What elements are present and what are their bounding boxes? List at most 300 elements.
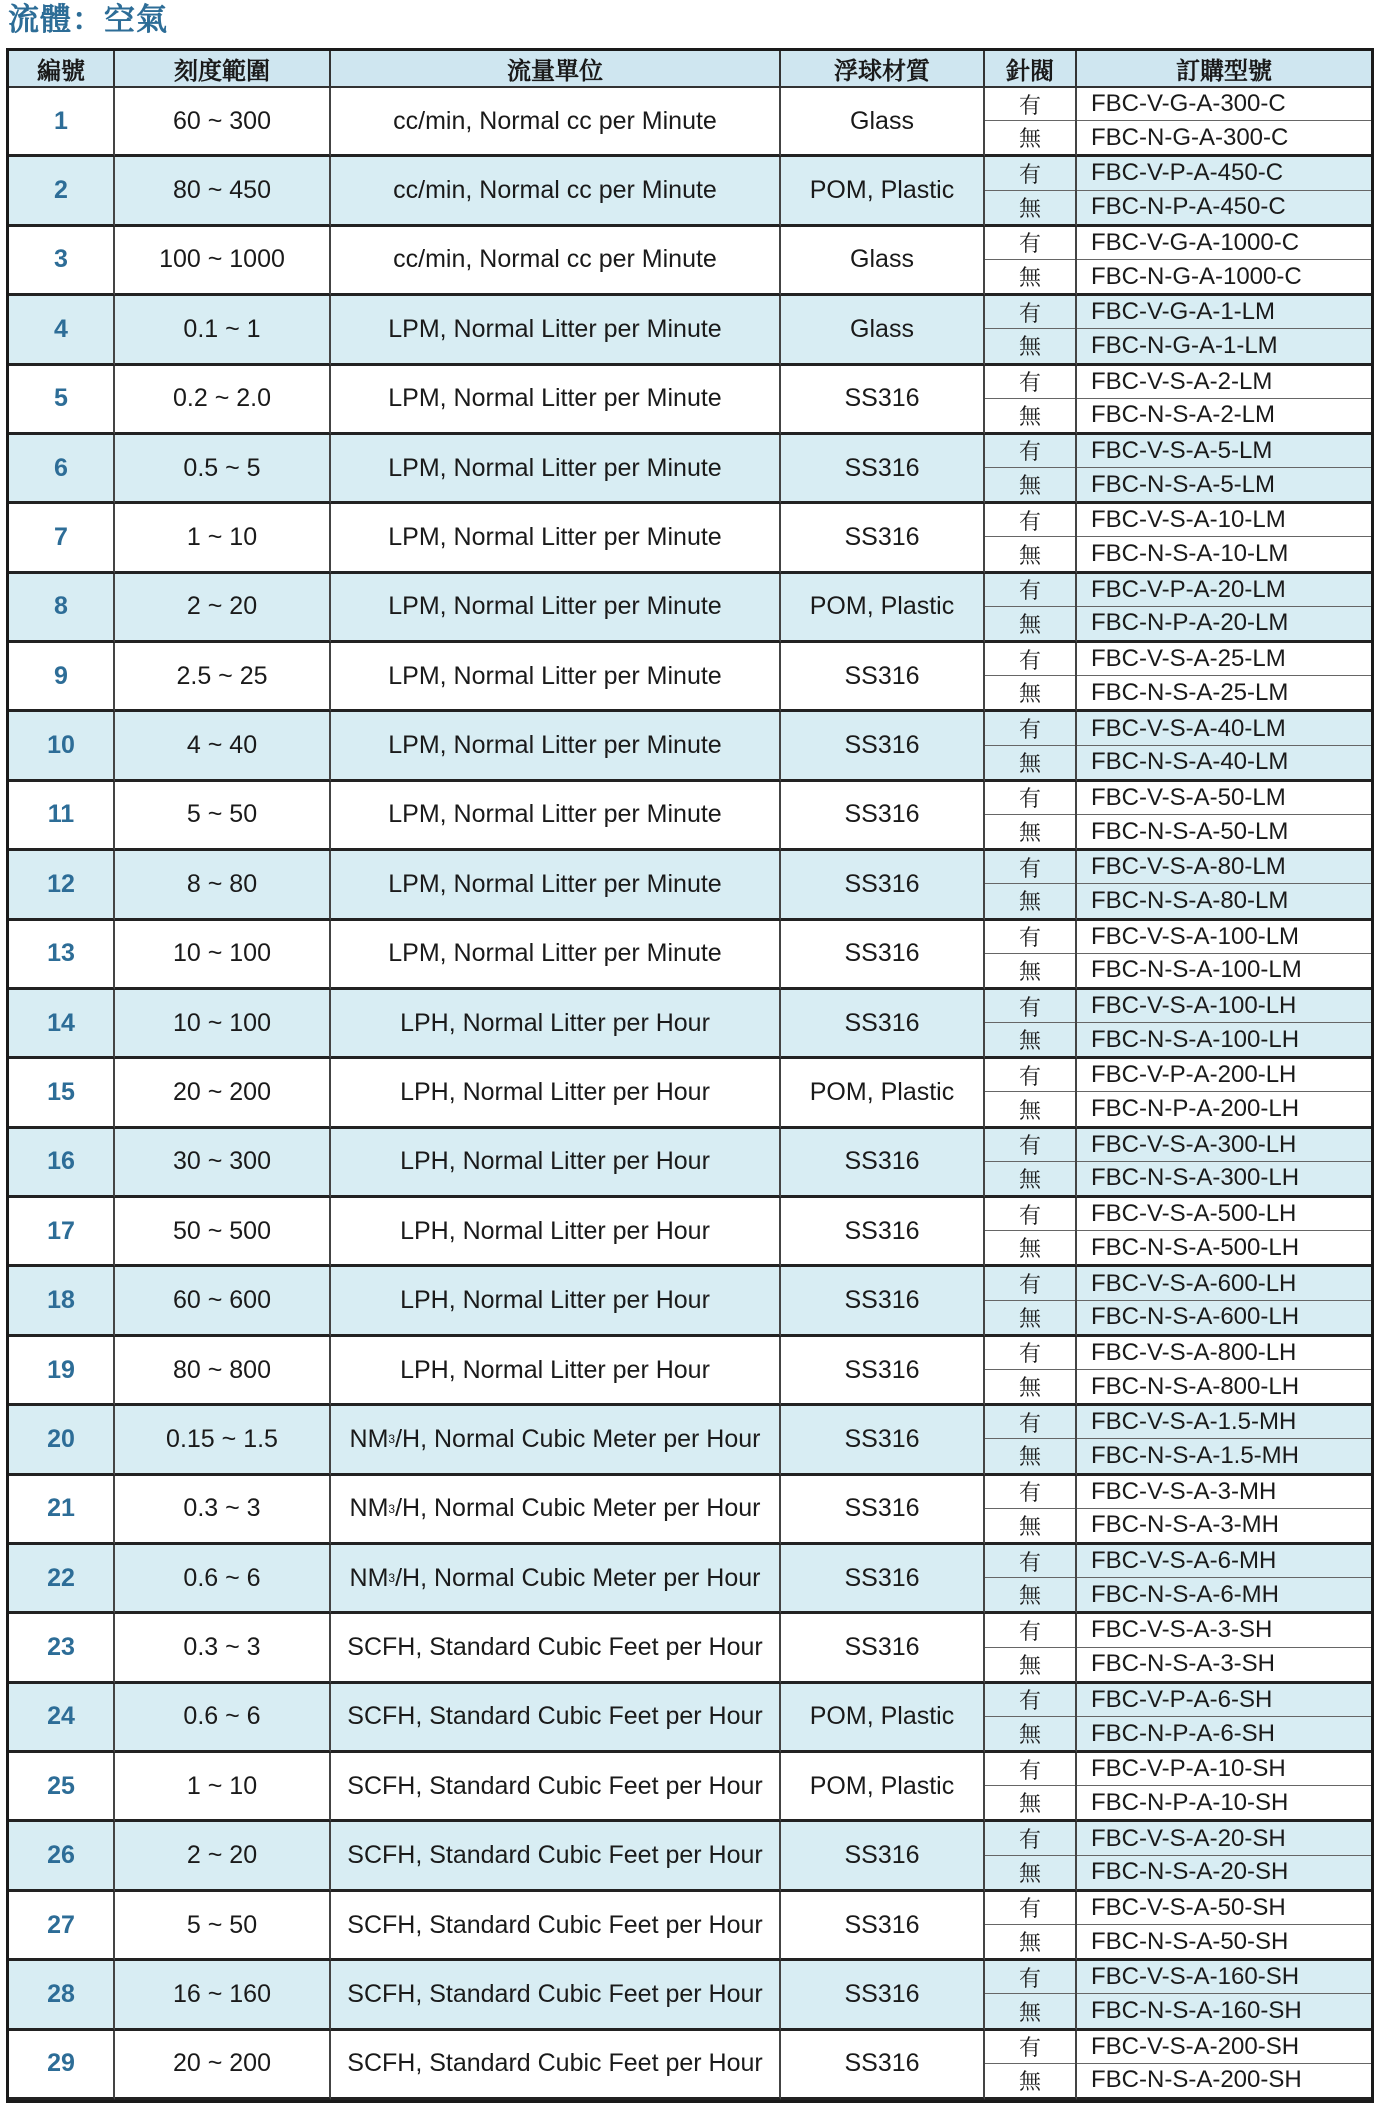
valve-yes: 有 — [985, 1267, 1075, 1300]
needle-valve-cell — [985, 227, 1077, 296]
order-model-cell — [1077, 1198, 1371, 1267]
order-model-cell — [1077, 435, 1371, 504]
needle-valve-cell — [985, 1892, 1077, 1961]
order-model-cell — [1077, 851, 1371, 920]
valve-yes: 有 — [985, 990, 1075, 1023]
needle-valve-cell — [985, 1476, 1077, 1545]
flow-unit-suffix: /H, Normal Cubic Meter per Hour — [395, 1494, 761, 1523]
needle-valve-cell — [985, 1614, 1077, 1683]
row-number: 7 — [9, 504, 115, 573]
model-with-valve: FBC-V-S-A-25-LM — [1077, 643, 1371, 676]
flow-unit-prefix: NM — [349, 1494, 389, 1523]
float-material: SS316 — [781, 1476, 985, 1545]
needle-valve-cell — [985, 1198, 1077, 1267]
row-number: 9 — [9, 643, 115, 712]
model-without-valve: FBC-N-S-A-200-SH — [1091, 2066, 1302, 2094]
flow-unit: cc/min, Normal cc per Minute — [331, 88, 781, 157]
model-with-valve: FBC-V-G-A-300-C — [1077, 88, 1371, 121]
flow-unit: SCFH, Standard Cubic Feet per Hour — [331, 1892, 781, 1961]
flow-unit: LPH, Normal Litter per Hour — [331, 1059, 781, 1128]
model-with-valve: FBC-V-S-A-40-LM — [1077, 712, 1371, 745]
page-title: 流體：空氣 — [8, 2, 168, 38]
row-number: 10 — [9, 712, 115, 781]
order-model-cell — [1077, 227, 1371, 296]
flow-unit: NM 3 /H, Normal Cubic Meter per Hour — [331, 1406, 781, 1475]
needle-valve-cell — [985, 88, 1077, 157]
model-without-valve: FBC-N-S-A-50-LM — [1091, 817, 1289, 845]
valve-no: 無 — [1018, 127, 1041, 153]
flow-unit: SCFH, Standard Cubic Feet per Hour — [331, 2031, 781, 2100]
model-without-valve: FBC-N-S-A-6-MH — [1091, 1580, 1279, 1608]
model-without-valve: FBC-N-S-A-10-LM — [1091, 540, 1289, 568]
valve-no: 無 — [1018, 1584, 1041, 1610]
order-model-cell — [1077, 296, 1371, 365]
order-model-cell — [1077, 1476, 1371, 1545]
row-number: 29 — [9, 2031, 115, 2100]
float-material: POM, Plastic — [781, 157, 985, 226]
order-model-cell — [1077, 504, 1371, 573]
row-number: 21 — [9, 1476, 115, 1545]
float-material: SS316 — [781, 1129, 985, 1198]
flow-unit: SCFH, Standard Cubic Feet per Hour — [331, 1961, 781, 2030]
scale-range: 2.5 ~ 25 — [115, 643, 331, 712]
float-material: Glass — [781, 227, 985, 296]
model-with-valve: FBC-V-P-A-6-SH — [1077, 1684, 1371, 1717]
row-number: 14 — [9, 990, 115, 1059]
order-model-cell — [1077, 574, 1371, 643]
needle-valve-cell — [985, 921, 1077, 990]
model-without-valve: FBC-N-S-A-800-LH — [1091, 1372, 1300, 1400]
float-material: SS316 — [781, 1892, 985, 1961]
model-with-valve: FBC-V-S-A-10-LM — [1077, 504, 1371, 537]
valve-yes: 有 — [985, 1753, 1075, 1786]
order-model-cell — [1077, 990, 1371, 1059]
valve-yes: 有 — [985, 296, 1075, 329]
row-number: 1 — [9, 88, 115, 157]
float-material: SS316 — [781, 1337, 985, 1406]
valve-yes: 有 — [985, 1476, 1075, 1509]
scale-range: 0.2 ~ 2.0 — [115, 366, 331, 435]
float-material: SS316 — [781, 2031, 985, 2100]
order-model-cell — [1077, 1545, 1371, 1614]
valve-yes: 有 — [985, 366, 1075, 399]
model-without-valve: FBC-N-P-A-6-SH — [1091, 1719, 1275, 1747]
model-without-valve: FBC-N-P-A-200-LH — [1091, 1095, 1300, 1123]
scale-range: 4 ~ 40 — [115, 712, 331, 781]
float-material: SS316 — [781, 1406, 985, 1475]
flow-unit: SCFH, Standard Cubic Feet per Hour — [331, 1684, 781, 1753]
needle-valve-cell — [985, 643, 1077, 712]
needle-valve-cell — [985, 1337, 1077, 1406]
row-number: 19 — [9, 1337, 115, 1406]
row-number: 24 — [9, 1684, 115, 1753]
needle-valve-cell — [985, 990, 1077, 1059]
valve-no: 無 — [1018, 821, 1041, 847]
spec-table — [6, 48, 1374, 2103]
model-with-valve: FBC-V-G-A-1-LM — [1077, 296, 1371, 329]
row-number: 20 — [9, 1406, 115, 1475]
scale-range: 0.1 ~ 1 — [115, 296, 331, 365]
valve-no: 無 — [1018, 474, 1041, 500]
model-without-valve: FBC-N-P-A-450-C — [1091, 193, 1286, 221]
flow-unit: cc/min, Normal cc per Minute — [331, 227, 781, 296]
float-material: Glass — [781, 88, 985, 157]
valve-no: 無 — [1018, 751, 1041, 777]
flow-unit: SCFH, Standard Cubic Feet per Hour — [331, 1753, 781, 1822]
valve-no: 無 — [1018, 1861, 1041, 1887]
float-material: POM, Plastic — [781, 1753, 985, 1822]
valve-yes: 有 — [985, 1892, 1075, 1925]
valve-yes: 有 — [985, 435, 1075, 468]
flow-unit: LPM, Normal Litter per Minute — [331, 574, 781, 643]
valve-yes: 有 — [985, 1614, 1075, 1647]
valve-yes: 有 — [985, 504, 1075, 537]
flow-unit: LPH, Normal Litter per Hour — [331, 1267, 781, 1336]
scale-range: 0.3 ~ 3 — [115, 1614, 331, 1683]
scale-range: 10 ~ 100 — [115, 921, 331, 990]
row-number: 12 — [9, 851, 115, 920]
model-with-valve: FBC-V-P-A-20-LM — [1077, 574, 1371, 607]
float-material: SS316 — [781, 921, 985, 990]
scale-range: 60 ~ 300 — [115, 88, 331, 157]
valve-no: 無 — [1018, 196, 1041, 222]
float-material: SS316 — [781, 1614, 985, 1683]
model-with-valve: FBC-V-S-A-3-MH — [1077, 1476, 1371, 1509]
needle-valve-cell — [985, 1059, 1077, 1128]
flow-unit: LPM, Normal Litter per Minute — [331, 782, 781, 851]
header-range: 刻度範圍 — [115, 51, 331, 88]
scale-range: 30 ~ 300 — [115, 1129, 331, 1198]
model-without-valve: FBC-N-G-A-1-LM — [1091, 331, 1278, 359]
valve-yes: 有 — [985, 574, 1075, 607]
flow-unit: LPM, Normal Litter per Minute — [331, 712, 781, 781]
flow-unit: cc/min, Normal cc per Minute — [331, 157, 781, 226]
model-with-valve: FBC-V-S-A-500-LH — [1077, 1198, 1371, 1231]
flow-unit: NM 3 /H, Normal Cubic Meter per Hour — [331, 1476, 781, 1545]
order-model-cell — [1077, 921, 1371, 990]
model-without-valve: FBC-N-S-A-1.5-MH — [1091, 1441, 1299, 1469]
row-number: 3 — [9, 227, 115, 296]
model-with-valve: FBC-V-S-A-600-LH — [1077, 1267, 1371, 1300]
order-model-cell — [1077, 1129, 1371, 1198]
model-without-valve: FBC-N-S-A-100-LM — [1091, 956, 1302, 984]
needle-valve-cell — [985, 157, 1077, 226]
needle-valve-cell — [985, 712, 1077, 781]
row-number: 11 — [9, 782, 115, 851]
valve-yes: 有 — [985, 1337, 1075, 1370]
float-material: SS316 — [781, 1267, 985, 1336]
row-number: 17 — [9, 1198, 115, 1267]
flow-unit-suffix: /H, Normal Cubic Meter per Hour — [395, 1563, 761, 1592]
model-with-valve: FBC-V-S-A-1.5-MH — [1077, 1406, 1371, 1439]
float-material: SS316 — [781, 1961, 985, 2030]
scale-range: 1 ~ 10 — [115, 1753, 331, 1822]
model-without-valve: FBC-N-S-A-3-SH — [1091, 1650, 1275, 1678]
model-without-valve: FBC-N-S-A-50-SH — [1091, 1927, 1289, 1955]
row-number: 22 — [9, 1545, 115, 1614]
valve-no: 無 — [1018, 335, 1041, 361]
scale-range: 5 ~ 50 — [115, 1892, 331, 1961]
model-with-valve: FBC-V-G-A-1000-C — [1077, 227, 1371, 260]
row-number: 27 — [9, 1892, 115, 1961]
model-with-valve: FBC-V-S-A-100-LM — [1077, 921, 1371, 954]
row-number: 2 — [9, 157, 115, 226]
model-with-valve: FBC-V-S-A-200-SH — [1077, 2031, 1371, 2064]
scale-range: 5 ~ 50 — [115, 782, 331, 851]
float-material: POM, Plastic — [781, 574, 985, 643]
order-model-cell — [1077, 1684, 1371, 1753]
header-model: 訂購型號 — [1077, 51, 1371, 88]
order-model-cell — [1077, 1961, 1371, 2030]
needle-valve-cell — [985, 574, 1077, 643]
row-number: 26 — [9, 1822, 115, 1891]
flow-unit: LPM, Normal Litter per Minute — [331, 296, 781, 365]
scale-range: 20 ~ 200 — [115, 2031, 331, 2100]
valve-no: 無 — [1018, 1931, 1041, 1957]
order-model-cell — [1077, 2031, 1371, 2100]
scale-range: 80 ~ 800 — [115, 1337, 331, 1406]
needle-valve-cell — [985, 1545, 1077, 1614]
model-with-valve: FBC-V-P-A-450-C — [1077, 157, 1371, 190]
valve-yes: 有 — [985, 1059, 1075, 1092]
valve-no: 無 — [1018, 1237, 1041, 1263]
order-model-cell — [1077, 1822, 1371, 1891]
row-number: 25 — [9, 1753, 115, 1822]
order-model-cell — [1077, 712, 1371, 781]
order-model-cell — [1077, 782, 1371, 851]
order-model-cell — [1077, 157, 1371, 226]
float-material: SS316 — [781, 990, 985, 1059]
scale-range: 0.3 ~ 3 — [115, 1476, 331, 1545]
flow-unit-suffix: /H, Normal Cubic Meter per Hour — [395, 1424, 761, 1453]
scale-range: 10 ~ 100 — [115, 990, 331, 1059]
float-material: SS316 — [781, 435, 985, 504]
valve-no: 無 — [1018, 1653, 1041, 1679]
valve-no: 無 — [1018, 1376, 1041, 1402]
order-model-cell — [1077, 1267, 1371, 1336]
scale-range: 100 ~ 1000 — [115, 227, 331, 296]
valve-yes: 有 — [985, 921, 1075, 954]
valve-yes: 有 — [985, 712, 1075, 745]
order-model-cell — [1077, 366, 1371, 435]
model-with-valve: FBC-V-S-A-160-SH — [1077, 1961, 1371, 1994]
model-without-valve: FBC-N-S-A-20-SH — [1091, 1858, 1289, 1886]
scale-range: 0.5 ~ 5 — [115, 435, 331, 504]
order-model-cell — [1077, 1892, 1371, 1961]
order-model-cell — [1077, 88, 1371, 157]
float-material: SS316 — [781, 1198, 985, 1267]
flow-unit: LPH, Normal Litter per Hour — [331, 990, 781, 1059]
row-number: 8 — [9, 574, 115, 643]
float-material: SS316 — [781, 1545, 985, 1614]
valve-no: 無 — [1018, 682, 1041, 708]
model-without-valve: FBC-N-S-A-600-LH — [1091, 1303, 1300, 1331]
needle-valve-cell — [985, 782, 1077, 851]
needle-valve-cell — [985, 1684, 1077, 1753]
row-number: 4 — [9, 296, 115, 365]
row-number: 13 — [9, 921, 115, 990]
flow-unit: LPM, Normal Litter per Minute — [331, 504, 781, 573]
valve-yes: 有 — [985, 1129, 1075, 1162]
model-with-valve: FBC-V-S-A-50-LM — [1077, 782, 1371, 815]
float-material: SS316 — [781, 643, 985, 712]
valve-no: 無 — [1018, 543, 1041, 569]
scale-range: 20 ~ 200 — [115, 1059, 331, 1128]
model-with-valve: FBC-V-S-A-6-MH — [1077, 1545, 1371, 1578]
order-model-cell — [1077, 643, 1371, 712]
model-with-valve: FBC-V-S-A-3-SH — [1077, 1614, 1371, 1647]
row-number: 5 — [9, 366, 115, 435]
valve-no: 無 — [1018, 1792, 1041, 1818]
flow-unit: LPH, Normal Litter per Hour — [331, 1198, 781, 1267]
scale-range: 80 ~ 450 — [115, 157, 331, 226]
needle-valve-cell — [985, 1406, 1077, 1475]
needle-valve-cell — [985, 851, 1077, 920]
needle-valve-cell — [985, 1961, 1077, 2030]
model-with-valve: FBC-V-P-A-10-SH — [1077, 1753, 1371, 1786]
row-number: 15 — [9, 1059, 115, 1128]
valve-yes: 有 — [985, 227, 1075, 260]
model-without-valve: FBC-N-S-A-80-LM — [1091, 886, 1289, 914]
float-material: SS316 — [781, 712, 985, 781]
flow-unit: LPM, Normal Litter per Minute — [331, 366, 781, 435]
valve-yes: 有 — [985, 1545, 1075, 1578]
row-number: 18 — [9, 1267, 115, 1336]
flow-unit: LPH, Normal Litter per Hour — [331, 1129, 781, 1198]
valve-yes: 有 — [985, 88, 1075, 121]
scale-range: 1 ~ 10 — [115, 504, 331, 573]
valve-no: 無 — [1018, 959, 1041, 985]
model-with-valve: FBC-V-S-A-50-SH — [1077, 1892, 1371, 1925]
valve-yes: 有 — [985, 1961, 1075, 1994]
scale-range: 0.6 ~ 6 — [115, 1684, 331, 1753]
model-with-valve: FBC-V-S-A-300-LH — [1077, 1129, 1371, 1162]
valve-no: 無 — [1018, 404, 1041, 430]
needle-valve-cell — [985, 1267, 1077, 1336]
valve-no: 無 — [1018, 1098, 1041, 1124]
row-number: 16 — [9, 1129, 115, 1198]
float-material: POM, Plastic — [781, 1059, 985, 1128]
model-with-valve: FBC-V-S-A-2-LM — [1077, 366, 1371, 399]
scale-range: 8 ~ 80 — [115, 851, 331, 920]
needle-valve-cell — [985, 2031, 1077, 2100]
model-with-valve: FBC-V-S-A-5-LM — [1077, 435, 1371, 468]
header-id: 編號 — [9, 51, 115, 88]
model-without-valve: FBC-N-G-A-300-C — [1091, 123, 1289, 151]
valve-no: 無 — [1018, 1445, 1041, 1471]
valve-no: 無 — [1018, 1723, 1041, 1748]
valve-no: 無 — [1018, 612, 1041, 638]
valve-yes: 有 — [985, 643, 1075, 676]
needle-valve-cell — [985, 435, 1077, 504]
float-material: SS316 — [781, 851, 985, 920]
valve-yes: 有 — [985, 157, 1075, 190]
model-without-valve: FBC-N-S-A-40-LM — [1091, 748, 1289, 776]
model-without-valve: FBC-N-P-A-10-SH — [1091, 1788, 1289, 1816]
flow-unit: LPM, Normal Litter per Minute — [331, 851, 781, 920]
valve-yes: 有 — [985, 1822, 1075, 1855]
valve-yes: 有 — [985, 782, 1075, 815]
scale-range: 2 ~ 20 — [115, 1822, 331, 1891]
row-number: 6 — [9, 435, 115, 504]
float-material: SS316 — [781, 366, 985, 435]
model-without-valve: FBC-N-S-A-100-LH — [1091, 1025, 1300, 1053]
scale-range: 2 ~ 20 — [115, 574, 331, 643]
valve-no: 無 — [1018, 1514, 1041, 1540]
model-without-valve: FBC-N-S-A-500-LH — [1091, 1233, 1300, 1261]
model-without-valve: FBC-N-S-A-160-SH — [1091, 1997, 1302, 2025]
model-with-valve: FBC-V-S-A-20-SH — [1077, 1822, 1371, 1855]
order-model-cell — [1077, 1614, 1371, 1683]
float-material: SS316 — [781, 504, 985, 573]
flow-unit-prefix: NM — [349, 1563, 389, 1592]
float-material: POM, Plastic — [781, 1684, 985, 1753]
model-without-valve: FBC-N-S-A-5-LM — [1091, 470, 1275, 498]
needle-valve-cell — [985, 504, 1077, 573]
row-number: 28 — [9, 1961, 115, 2030]
flow-unit: LPH, Normal Litter per Hour — [331, 1337, 781, 1406]
scale-range: 0.15 ~ 1.5 — [115, 1406, 331, 1475]
model-with-valve: FBC-V-S-A-800-LH — [1077, 1337, 1371, 1370]
float-material: SS316 — [781, 782, 985, 851]
flow-unit: LPM, Normal Litter per Minute — [331, 921, 781, 990]
header-material: 浮球材質 — [781, 51, 985, 88]
valve-no: 無 — [1018, 2069, 1041, 2095]
model-without-valve: FBC-N-S-A-3-MH — [1091, 1511, 1279, 1539]
scale-range: 0.6 ~ 6 — [115, 1545, 331, 1614]
scale-range: 16 ~ 160 — [115, 1961, 331, 2030]
flow-unit: NM 3 /H, Normal Cubic Meter per Hour — [331, 1545, 781, 1614]
float-material: Glass — [781, 296, 985, 365]
model-without-valve: FBC-N-S-A-2-LM — [1091, 401, 1275, 429]
model-without-valve: FBC-N-P-A-20-LM — [1091, 609, 1289, 637]
float-material: SS316 — [781, 1822, 985, 1891]
order-model-cell — [1077, 1406, 1371, 1475]
scale-range: 60 ~ 600 — [115, 1267, 331, 1336]
model-with-valve: FBC-V-S-A-80-LM — [1077, 851, 1371, 884]
flow-unit: SCFH, Standard Cubic Feet per Hour — [331, 1822, 781, 1891]
model-without-valve: FBC-N-G-A-1000-C — [1091, 262, 1302, 290]
flow-unit: SCFH, Standard Cubic Feet per Hour — [331, 1614, 781, 1683]
valve-no: 無 — [1018, 2000, 1041, 2026]
valve-yes: 有 — [985, 2031, 1075, 2064]
needle-valve-cell — [985, 366, 1077, 435]
model-with-valve: FBC-V-P-A-200-LH — [1077, 1059, 1371, 1092]
model-without-valve: FBC-N-S-A-25-LM — [1091, 678, 1289, 706]
needle-valve-cell — [985, 296, 1077, 365]
valve-no: 無 — [1018, 1306, 1041, 1332]
valve-yes: 有 — [985, 851, 1075, 884]
flow-unit-prefix: NM — [349, 1424, 389, 1453]
valve-no: 無 — [1018, 890, 1041, 916]
valve-yes: 有 — [985, 1198, 1075, 1231]
order-model-cell — [1077, 1337, 1371, 1406]
order-model-cell — [1077, 1753, 1371, 1822]
valve-yes: 有 — [985, 1406, 1075, 1439]
header-valve: 針閥 — [985, 51, 1077, 88]
flow-unit: LPM, Normal Litter per Minute — [331, 435, 781, 504]
model-without-valve: FBC-N-S-A-300-LH — [1091, 1164, 1300, 1192]
valve-no: 無 — [1018, 266, 1041, 292]
row-number: 23 — [9, 1614, 115, 1683]
valve-yes: 有 — [985, 1684, 1075, 1717]
scale-range: 50 ~ 500 — [115, 1198, 331, 1267]
needle-valve-cell — [985, 1753, 1077, 1822]
header-unit: 流量單位 — [331, 51, 781, 88]
model-with-valve: FBC-V-S-A-100-LH — [1077, 990, 1371, 1023]
valve-no: 無 — [1018, 1029, 1041, 1055]
flow-unit: LPM, Normal Litter per Minute — [331, 643, 781, 712]
